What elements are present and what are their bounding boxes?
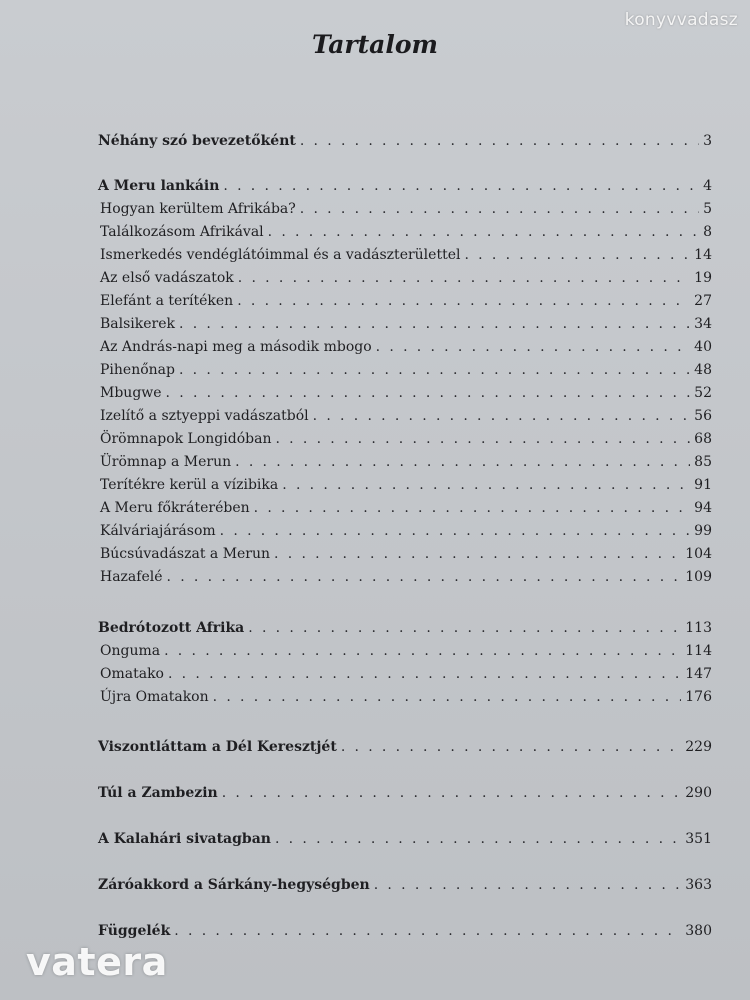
toc-entry [100, 498, 712, 518]
toc-entry-page: 229 [685, 739, 712, 755]
toc-entry [98, 131, 712, 151]
toc-entry [98, 875, 712, 895]
dot-leader [275, 829, 681, 849]
toc-entry-title: Búcsúvadászat a Merun [100, 546, 271, 562]
dot-leader [376, 337, 691, 357]
toc-entry-page: 56 [694, 408, 712, 424]
toc-entry-page: 91 [694, 477, 712, 493]
toc-entry-page: 104 [685, 546, 712, 562]
dot-leader [254, 498, 691, 518]
toc-entry-title: Az András-napi meg a második mbogo [100, 339, 372, 355]
toc-entry-title: A Meru főkráterében [100, 500, 250, 516]
toc-entry [100, 383, 712, 403]
dot-leader [313, 406, 691, 426]
toc-entry-page: 48 [694, 362, 712, 378]
toc-entry [100, 291, 712, 311]
toc-entry-title: Pihenőnap [100, 362, 175, 378]
toc-entry-title: Ismerkedés vendéglátóimmal és a vadászterülettel [100, 247, 461, 263]
page-title: Tartalom [312, 30, 438, 59]
dot-leader [174, 921, 681, 941]
dot-leader [235, 452, 690, 472]
watermark-vatera-logo: vatera [26, 940, 168, 984]
dot-leader [179, 360, 690, 380]
dot-leader [268, 222, 699, 242]
dot-leader [300, 199, 699, 219]
toc-entry [98, 921, 712, 941]
toc-entry-page: 4 [703, 178, 712, 194]
toc-entry-title: Bedrótozott Afrika [98, 620, 245, 636]
toc-entry [100, 245, 712, 265]
toc-entry-page: 176 [685, 689, 712, 705]
toc-entry-title: Az első vadászatok [100, 270, 234, 286]
toc-entry-page: 147 [685, 666, 712, 682]
dot-leader [248, 618, 681, 638]
dot-leader [166, 383, 691, 403]
dot-leader [275, 429, 690, 449]
toc-entry-page: 8 [703, 224, 712, 240]
toc-entry-page: 114 [685, 643, 712, 659]
toc-entry-title: Onguma [100, 643, 161, 659]
dot-leader [220, 521, 691, 541]
toc-entry-page: 3 [703, 133, 712, 149]
toc-entry-title: A Kalahári sivatagban [98, 831, 271, 847]
toc-entry [98, 618, 712, 638]
toc-entry-title: Néhány szó bevezetőként [98, 133, 296, 149]
toc-entry-page: 34 [694, 316, 712, 332]
toc-entry-title: Viszontláttam a Dél Keresztjét [98, 739, 337, 755]
toc-entry-page: 27 [694, 293, 712, 309]
toc-entry-page: 19 [694, 270, 712, 286]
toc-entry-title: Újra Omatakon [100, 689, 209, 705]
toc-entry [100, 641, 712, 661]
toc-entry-title: Függelék [98, 923, 171, 939]
toc-entry [100, 360, 712, 380]
toc-entry-page: 363 [685, 877, 712, 893]
dot-leader [179, 314, 690, 334]
toc-entry-title: Találkozásom Afrikával [100, 224, 264, 240]
dot-leader [282, 475, 690, 495]
dot-leader [164, 641, 681, 661]
toc-entry-page: 94 [694, 500, 712, 516]
toc-entry [98, 176, 712, 196]
toc-entry [98, 783, 712, 803]
toc-entry [100, 452, 712, 472]
toc-entry-page: 5 [703, 201, 712, 217]
dot-leader [341, 737, 681, 757]
toc-entry-title: Örömnapok Longidóban [100, 431, 272, 447]
dot-leader [167, 567, 682, 587]
toc-entry [100, 429, 712, 449]
toc-entry-title: Omatako [100, 666, 164, 682]
dot-leader [374, 875, 682, 895]
toc-entry [100, 544, 712, 564]
dot-leader [238, 268, 690, 288]
toc-entry-title: A Meru lankáin [98, 178, 220, 194]
toc-entry-page: 109 [685, 569, 712, 585]
toc-entry-page: 40 [694, 339, 712, 355]
toc-entry [100, 567, 712, 587]
toc-entry-title: Kálváriajárásom [100, 523, 216, 539]
toc-entry-page: 68 [694, 431, 712, 447]
dot-leader [300, 131, 699, 151]
toc-entry-title: Elefánt a terítéken [100, 293, 234, 309]
toc-entry [100, 199, 712, 219]
toc-entry-title: Balsikerek [100, 316, 176, 332]
toc-entry [100, 337, 712, 357]
toc-entry [100, 687, 712, 707]
toc-entry [100, 475, 712, 495]
toc-entry-page: 290 [685, 785, 712, 801]
toc-entry-title: Hogyan kerültem Afrikába? [100, 201, 296, 217]
toc-entry-title: Izelítő a sztyeppi vadászatból [100, 408, 309, 424]
toc-entry-title: Mbugwe [100, 385, 162, 401]
toc-entry [100, 314, 712, 334]
toc-entry [100, 222, 712, 242]
toc-entry-title: Záróakkord a Sárkány-hegységben [98, 877, 370, 893]
dot-leader [464, 245, 690, 265]
toc-entry-title: Túl a Zambezin [98, 785, 218, 801]
dot-leader [237, 291, 690, 311]
dot-leader [223, 176, 699, 196]
toc-entry-page: 85 [694, 454, 712, 470]
toc-entry-title: Ürömnap a Merun [100, 454, 232, 470]
toc-entry-page: 351 [685, 831, 712, 847]
dot-leader [274, 544, 681, 564]
watermark-konyvvadasz: konyvvadasz [624, 10, 738, 30]
toc-entry [100, 268, 712, 288]
toc-entry-page: 99 [694, 523, 712, 539]
toc-entry-page: 52 [694, 385, 712, 401]
toc-entry-page: 380 [685, 923, 712, 939]
toc-entry [100, 406, 712, 426]
toc-entry-page: 14 [694, 247, 712, 263]
dot-leader [222, 783, 682, 803]
toc-entry [98, 737, 712, 757]
toc-entry [100, 664, 712, 684]
toc-entry-page: 113 [685, 620, 712, 636]
toc-entry [100, 521, 712, 541]
dot-leader [213, 687, 682, 707]
dot-leader [168, 664, 681, 684]
toc-entry [98, 829, 712, 849]
toc-entry-title: Terítékre kerül a vízibika [100, 477, 279, 493]
toc-entry-title: Hazafelé [100, 569, 163, 585]
